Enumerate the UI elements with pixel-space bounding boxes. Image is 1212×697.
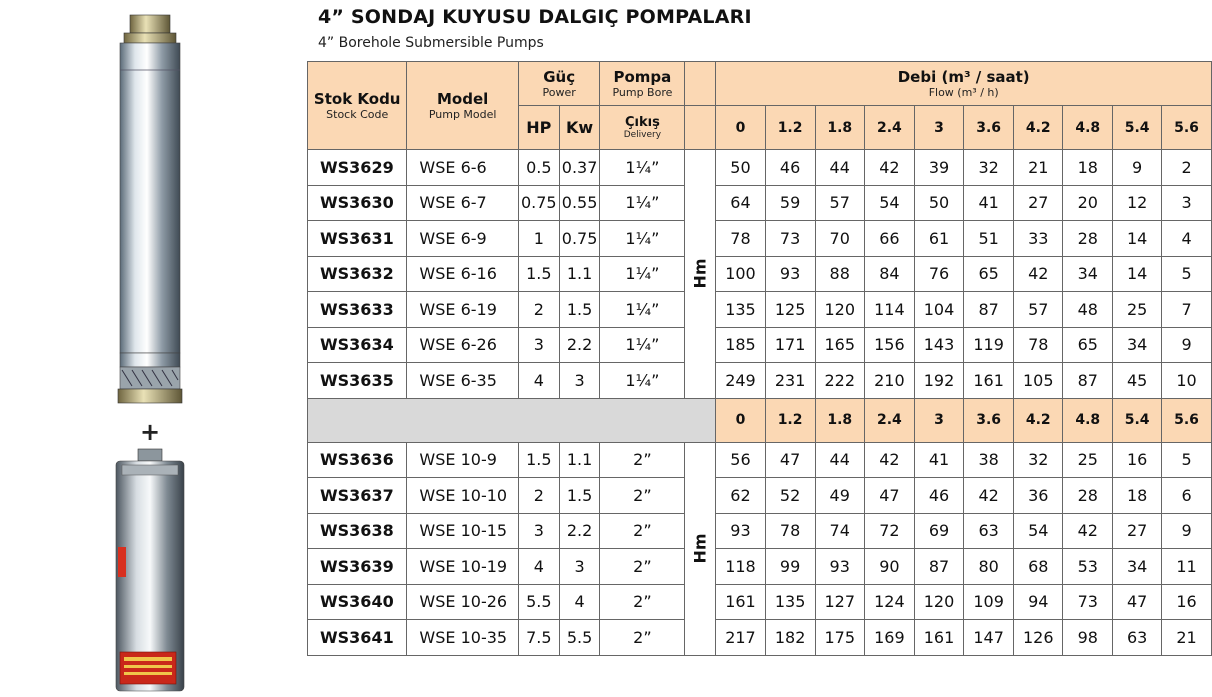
head-value-cell: 114	[864, 292, 914, 328]
head-value-cell: 6	[1162, 478, 1212, 514]
head-value-cell: 14	[1113, 221, 1162, 257]
head-value-cell: 93	[765, 256, 815, 292]
head-value-cell: 192	[914, 363, 963, 399]
flow-value-header: 1.2	[765, 398, 815, 442]
head-value-cell: 47	[765, 442, 815, 478]
delivery-cell: 1¼”	[600, 327, 685, 363]
head-value-cell: 74	[815, 513, 864, 549]
pump-image	[108, 10, 192, 410]
delivery-cell: 2”	[600, 549, 685, 585]
head-value-cell: 135	[716, 292, 765, 328]
separator-blank	[308, 398, 716, 442]
delivery-cell: 1¼”	[600, 185, 685, 221]
head-value-cell: 90	[864, 549, 914, 585]
head-value-cell: 27	[1014, 185, 1063, 221]
table-row	[308, 442, 1212, 478]
stock-code-cell: WS3640	[308, 584, 407, 620]
table-row	[308, 478, 1212, 514]
flow-value-header: 2.4	[864, 398, 914, 442]
head-unit-label	[685, 150, 716, 399]
head-value-cell: 161	[914, 620, 963, 656]
stock-code-cell: WS3635	[308, 363, 407, 399]
head-value-cell: 44	[815, 150, 864, 186]
head-value-cell: 76	[914, 256, 963, 292]
stock-code-cell: WS3631	[308, 221, 407, 257]
delivery-cell: 1¼”	[600, 292, 685, 328]
head-value-cell: 42	[1014, 256, 1063, 292]
head-value-cell: 32	[964, 150, 1014, 186]
flow-value-header: 0	[716, 106, 765, 150]
head-value-cell: 231	[765, 363, 815, 399]
delivery-header: Çıkış Delivery	[600, 106, 685, 150]
head-value-cell: 41	[964, 185, 1014, 221]
head-value-cell: 9	[1162, 513, 1212, 549]
model-cell: WSE 10-9	[407, 442, 518, 478]
head-unit-header-cell	[685, 62, 716, 106]
head-value-cell: 109	[964, 584, 1014, 620]
head-value-cell: 28	[1063, 221, 1113, 257]
head-value-cell: 57	[815, 185, 864, 221]
head-unit-text: Hm	[690, 258, 710, 289]
hp-cell: 4	[518, 549, 559, 585]
flow-value-header: 5.4	[1113, 398, 1162, 442]
head-value-cell: 5	[1162, 256, 1212, 292]
flow-value-header: 0	[716, 398, 765, 442]
head-value-cell: 161	[964, 363, 1014, 399]
flow-value-header: 3	[914, 398, 963, 442]
flow-value-header: 4.2	[1014, 398, 1063, 442]
table-row	[308, 584, 1212, 620]
head-value-cell: 16	[1113, 442, 1162, 478]
head-value-cell: 54	[864, 185, 914, 221]
head-value-cell: 65	[1063, 327, 1113, 363]
stock-code-cell: WS3633	[308, 292, 407, 328]
hp-cell: 7.5	[518, 620, 559, 656]
head-value-cell: 125	[765, 292, 815, 328]
head-value-cell: 94	[1014, 584, 1063, 620]
head-value-cell: 135	[765, 584, 815, 620]
table-row	[308, 256, 1212, 292]
head-value-cell: 100	[716, 256, 765, 292]
head-value-cell: 45	[1113, 363, 1162, 399]
head-value-cell: 42	[964, 478, 1014, 514]
head-value-cell: 5	[1162, 442, 1212, 478]
stock-code-cell: WS3636	[308, 442, 407, 478]
head-value-cell: 10	[1162, 363, 1212, 399]
head-value-cell: 56	[716, 442, 765, 478]
page-title: 4” SONDAJ KUYUSU DALGIÇ POMPALARI	[318, 6, 752, 28]
kw-cell: 3	[559, 363, 600, 399]
model-cell: WSE 6-6	[407, 150, 518, 186]
model-cell: WSE 10-19	[407, 549, 518, 585]
table-row	[308, 292, 1212, 328]
head-value-cell: 93	[815, 549, 864, 585]
head-value-cell: 87	[964, 292, 1014, 328]
head-value-cell: 14	[1113, 256, 1162, 292]
hp-cell: 4	[518, 363, 559, 399]
flow-value-header: 1.8	[815, 106, 864, 150]
table-row	[308, 513, 1212, 549]
model-cell: WSE 10-15	[407, 513, 518, 549]
head-value-cell: 222	[815, 363, 864, 399]
head-value-cell: 7	[1162, 292, 1212, 328]
stock-code-cell: WS3637	[308, 478, 407, 514]
table-row	[308, 363, 1212, 399]
flow-value-header: 4.8	[1063, 106, 1113, 150]
head-value-cell: 52	[765, 478, 815, 514]
hp-cell: 5.5	[518, 584, 559, 620]
delivery-cell: 2”	[600, 513, 685, 549]
head-value-cell: 34	[1063, 256, 1113, 292]
kw-cell: 0.75	[559, 221, 600, 257]
head-value-cell: 34	[1113, 327, 1162, 363]
head-value-cell: 165	[815, 327, 864, 363]
head-value-cell: 32	[1014, 442, 1063, 478]
head-value-cell: 105	[1014, 363, 1063, 399]
head-value-cell: 18	[1113, 478, 1162, 514]
head-value-cell: 47	[1113, 584, 1162, 620]
hp-cell: 2	[518, 292, 559, 328]
stock-code-cell: WS3638	[308, 513, 407, 549]
flow-header-row-2	[308, 398, 1212, 442]
head-value-cell: 161	[716, 584, 765, 620]
stock-code-cell: WS3629	[308, 150, 407, 186]
head-value-cell: 11	[1162, 549, 1212, 585]
head-value-cell: 104	[914, 292, 963, 328]
delivery-cell: 2”	[600, 584, 685, 620]
kw-cell: 3	[559, 549, 600, 585]
model-cell: WSE 6-19	[407, 292, 518, 328]
head-value-cell: 46	[765, 150, 815, 186]
hp-cell: 3	[518, 513, 559, 549]
kw-cell: 2.2	[559, 513, 600, 549]
head-value-cell: 16	[1162, 584, 1212, 620]
stock-code-cell: WS3632	[308, 256, 407, 292]
head-value-cell: 28	[1063, 478, 1113, 514]
head-value-cell: 169	[864, 620, 914, 656]
head-value-cell: 61	[914, 221, 963, 257]
head-value-cell: 118	[716, 549, 765, 585]
flow-value-header: 4.8	[1063, 398, 1113, 442]
head-value-cell: 87	[914, 549, 963, 585]
table-row	[308, 185, 1212, 221]
head-value-cell: 120	[914, 584, 963, 620]
flow-value-header: 3.6	[964, 106, 1014, 150]
hp-header: HP	[518, 106, 559, 150]
table-row	[308, 620, 1212, 656]
head-value-cell: 73	[1063, 584, 1113, 620]
head-value-cell: 42	[864, 442, 914, 478]
motor-image	[108, 447, 192, 697]
plus-sign: +	[139, 418, 161, 446]
head-value-cell: 9	[1113, 150, 1162, 186]
head-value-cell: 78	[765, 513, 815, 549]
head-value-cell: 21	[1014, 150, 1063, 186]
model-cell: WSE 6-7	[407, 185, 518, 221]
flow-value-header: 5.4	[1113, 106, 1162, 150]
head-value-cell: 53	[1063, 549, 1113, 585]
delivery-cell: 2”	[600, 442, 685, 478]
head-value-cell: 34	[1113, 549, 1162, 585]
head-value-cell: 88	[815, 256, 864, 292]
power-header: Güç Power	[518, 62, 600, 106]
head-value-cell: 73	[765, 221, 815, 257]
head-value-cell: 87	[1063, 363, 1113, 399]
head-value-cell: 99	[765, 549, 815, 585]
head-value-cell: 171	[765, 327, 815, 363]
stock-code-cell: WS3639	[308, 549, 407, 585]
head-value-cell: 9	[1162, 327, 1212, 363]
kw-cell: 0.37	[559, 150, 600, 186]
head-value-cell: 185	[716, 327, 765, 363]
head-value-cell: 175	[815, 620, 864, 656]
head-value-cell: 36	[1014, 478, 1063, 514]
head-value-cell: 93	[716, 513, 765, 549]
head-unit-label	[685, 442, 716, 655]
head-value-cell: 12	[1113, 185, 1162, 221]
head-value-cell: 33	[1014, 221, 1063, 257]
delivery-cell: 1¼”	[600, 363, 685, 399]
head-value-cell: 3	[1162, 185, 1212, 221]
head-value-cell: 4	[1162, 221, 1212, 257]
model-cell: WSE 10-35	[407, 620, 518, 656]
pump-spec-table	[307, 61, 1212, 656]
flow-value-header: 2.4	[864, 106, 914, 150]
head-unit-header-cell-2	[685, 106, 716, 150]
head-value-cell: 27	[1113, 513, 1162, 549]
head-value-cell: 62	[716, 478, 765, 514]
head-value-cell: 69	[914, 513, 963, 549]
head-value-cell: 42	[864, 150, 914, 186]
head-unit-text: Hm	[690, 533, 710, 564]
head-value-cell: 38	[964, 442, 1014, 478]
kw-cell: 1.5	[559, 478, 600, 514]
hp-cell: 1.5	[518, 442, 559, 478]
hp-cell: 0.5	[518, 150, 559, 186]
head-value-cell: 20	[1063, 185, 1113, 221]
head-value-cell: 57	[1014, 292, 1063, 328]
stock-code-cell: WS3641	[308, 620, 407, 656]
head-value-cell: 63	[1113, 620, 1162, 656]
hp-cell: 1	[518, 221, 559, 257]
head-value-cell: 182	[765, 620, 815, 656]
kw-header: Kw	[559, 106, 600, 150]
pump-header: Pompa Pump Bore	[600, 62, 685, 106]
flow-value-header: 1.8	[815, 398, 864, 442]
head-value-cell: 44	[815, 442, 864, 478]
head-value-cell: 63	[964, 513, 1014, 549]
head-value-cell: 80	[964, 549, 1014, 585]
head-value-cell: 50	[716, 150, 765, 186]
model-cell: WSE 10-26	[407, 584, 518, 620]
table-row	[308, 150, 1212, 186]
stock-code-cell: WS3634	[308, 327, 407, 363]
flow-value-header: 4.2	[1014, 106, 1063, 150]
head-value-cell: 126	[1014, 620, 1063, 656]
head-value-cell: 59	[765, 185, 815, 221]
hp-cell: 2	[518, 478, 559, 514]
head-value-cell: 68	[1014, 549, 1063, 585]
head-value-cell: 48	[1063, 292, 1113, 328]
kw-cell: 1.1	[559, 442, 600, 478]
head-value-cell: 78	[1014, 327, 1063, 363]
head-value-cell: 25	[1113, 292, 1162, 328]
head-value-cell: 156	[864, 327, 914, 363]
head-value-cell: 147	[964, 620, 1014, 656]
head-value-cell: 210	[864, 363, 914, 399]
head-value-cell: 249	[716, 363, 765, 399]
head-value-cell: 50	[914, 185, 963, 221]
stock-code-header: Stok Kodu Stock Code	[308, 62, 407, 150]
head-value-cell: 120	[815, 292, 864, 328]
head-value-cell: 2	[1162, 150, 1212, 186]
table-row	[308, 221, 1212, 257]
stock-code-cell: WS3630	[308, 185, 407, 221]
head-value-cell: 42	[1063, 513, 1113, 549]
flow-value-header: 5.6	[1162, 398, 1212, 442]
head-value-cell: 98	[1063, 620, 1113, 656]
delivery-cell: 2”	[600, 620, 685, 656]
head-value-cell: 124	[864, 584, 914, 620]
head-value-cell: 47	[864, 478, 914, 514]
delivery-cell: 1¼”	[600, 221, 685, 257]
delivery-cell: 1¼”	[600, 150, 685, 186]
head-value-cell: 78	[716, 221, 765, 257]
head-value-cell: 66	[864, 221, 914, 257]
model-cell: WSE 6-16	[407, 256, 518, 292]
product-images	[100, 0, 200, 697]
table-row	[308, 327, 1212, 363]
model-cell: WSE 6-9	[407, 221, 518, 257]
flow-value-header: 3.6	[964, 398, 1014, 442]
kw-cell: 4	[559, 584, 600, 620]
delivery-cell: 1¼”	[600, 256, 685, 292]
flow-value-header: 1.2	[765, 106, 815, 150]
flow-value-header: 5.6	[1162, 106, 1212, 150]
head-value-cell: 127	[815, 584, 864, 620]
kw-cell: 0.55	[559, 185, 600, 221]
head-value-cell: 49	[815, 478, 864, 514]
model-header: Model Pump Model	[407, 62, 518, 150]
head-value-cell: 84	[864, 256, 914, 292]
head-value-cell: 46	[914, 478, 963, 514]
kw-cell: 2.2	[559, 327, 600, 363]
head-value-cell: 70	[815, 221, 864, 257]
head-value-cell: 119	[964, 327, 1014, 363]
head-value-cell: 143	[914, 327, 963, 363]
table-row	[308, 549, 1212, 585]
head-value-cell: 25	[1063, 442, 1113, 478]
model-cell: WSE 10-10	[407, 478, 518, 514]
model-cell: WSE 6-26	[407, 327, 518, 363]
head-value-cell: 217	[716, 620, 765, 656]
page-subtitle: 4” Borehole Submersible Pumps	[318, 35, 544, 51]
hp-cell: 3	[518, 327, 559, 363]
head-value-cell: 72	[864, 513, 914, 549]
head-value-cell: 65	[964, 256, 1014, 292]
head-value-cell: 51	[964, 221, 1014, 257]
head-value-cell: 54	[1014, 513, 1063, 549]
hp-cell: 0.75	[518, 185, 559, 221]
kw-cell: 1.5	[559, 292, 600, 328]
kw-cell: 5.5	[559, 620, 600, 656]
flow-value-header: 3	[914, 106, 963, 150]
flow-header: Debi (m³ / saat) Flow (m³ / h)	[716, 62, 1212, 106]
head-value-cell: 21	[1162, 620, 1212, 656]
head-value-cell: 41	[914, 442, 963, 478]
head-value-cell: 64	[716, 185, 765, 221]
kw-cell: 1.1	[559, 256, 600, 292]
delivery-cell: 2”	[600, 478, 685, 514]
model-cell: WSE 6-35	[407, 363, 518, 399]
head-value-cell: 18	[1063, 150, 1113, 186]
head-value-cell: 39	[914, 150, 963, 186]
hp-cell: 1.5	[518, 256, 559, 292]
